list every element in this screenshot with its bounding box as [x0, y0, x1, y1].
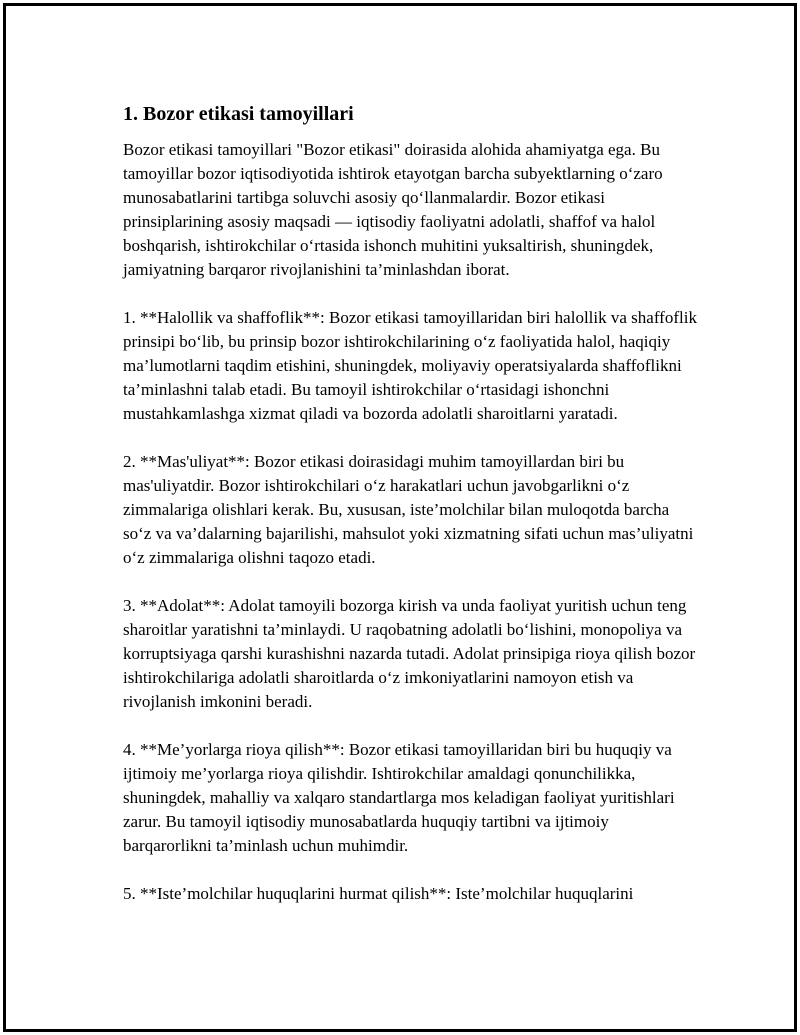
paragraph-item-5: 5. **Iste’molchilar huquqlarini hurmat qilish**: Iste’molchilar huquqlarini	[123, 884, 634, 903]
paragraph-item-3: 3. **Adolat**: Adolat tamoyili bozorga kirish va unda faoliyat yuritish uchun teng sharoitlar yaratishni ta’minlaydi. U raqobatning adolatli bo‘lishini, monopoliya va korruptsiyaga qarshi kurashishni nazarda tutadi. Adolat prinsipiga rioya qilish bozor ishtirokchilariga adolatli sharoitlarda o‘z imkoniyatlarini namoyon etish va rivojlanish imkonini beradi.	[123, 596, 696, 711]
paragraph-item-4: 4. **Me’yorlarga rioya qilish**: Bozor etikasi tamoyillaridan biri bu huquqiy va ijtimoiy me’yorlarga rioya qilishdir. Ishtirokchilar amaldagi qonunchilikka, shuningdek, mahalliy va xalqaro standartlarga mos keladigan faoliyat yuritishlari zarur. Bu tamoyil iqtisodiy munosabatlarda huquqiy tartibni va ijtimoiy barqarorlikni ta’minlash uchun muhimdir.	[123, 740, 675, 855]
section-heading: 1. Bozor etikasi tamoyillari	[123, 103, 354, 125]
paragraph-item-1: 1. **Halollik va shaffoflik**: Bozor etikasi tamoyillaridan biri halollik va shaffoflik prinsipi bo‘lib, bu prinsip bozor ishtirokchilarining o‘z faoliyatida halol, haqiqiy ma’lumotlarni taqdim etishini, shuningdek, moliyaviy operatsiyalarda shaffoflikni ta’minlashni talab etadi. Bu tamoyil ishtirokchilar o‘rtasidagi ishonchni mustahkamlashga xizmat qiladi va bozorda adolatli sharoitlarni yaratadi.	[123, 308, 697, 423]
page-frame	[3, 3, 797, 1032]
paragraph-intro: Bozor etikasi tamoyillari "Bozor etikasi" doirasida alohida ahamiyatga ega. Bu tamoyillar bozor iqtisodiyotida ishtirok etayotgan barcha subyektlarning o‘zaro munosabatlarini tartibga soluvchi asosiy qo‘llanmalardir. Bozor etikasi prinsiplarining asosiy maqsadi — iqtisodiy faoliyatni adolatli, shaffof va halol boshqarish, ishtirokchilar o‘rtasida ishonch muhitini yuksaltirish, shuningdek, jamiyatning barqaror rivojlanishini ta’minlashdan iborat.	[123, 140, 663, 279]
paragraph-item-2: 2. **Mas'uliyat**: Bozor etikasi doirasidagi muhim tamoyillardan biri bu mas'uliyatdir. Bozor ishtirokchilari o‘z harakatlari uchun javobgarlikni o‘z zimmalariga olishlari kerak. Bu, xususan, iste’molchilar bilan muloqotda barcha so‘z va va’dalarning bajarilishi, mahsulot yoki xizmatning sifati uchun mas’uliyatni o‘z zimmalariga olishni taqozo etadi.	[123, 452, 694, 567]
document-body	[123, 102, 698, 930]
